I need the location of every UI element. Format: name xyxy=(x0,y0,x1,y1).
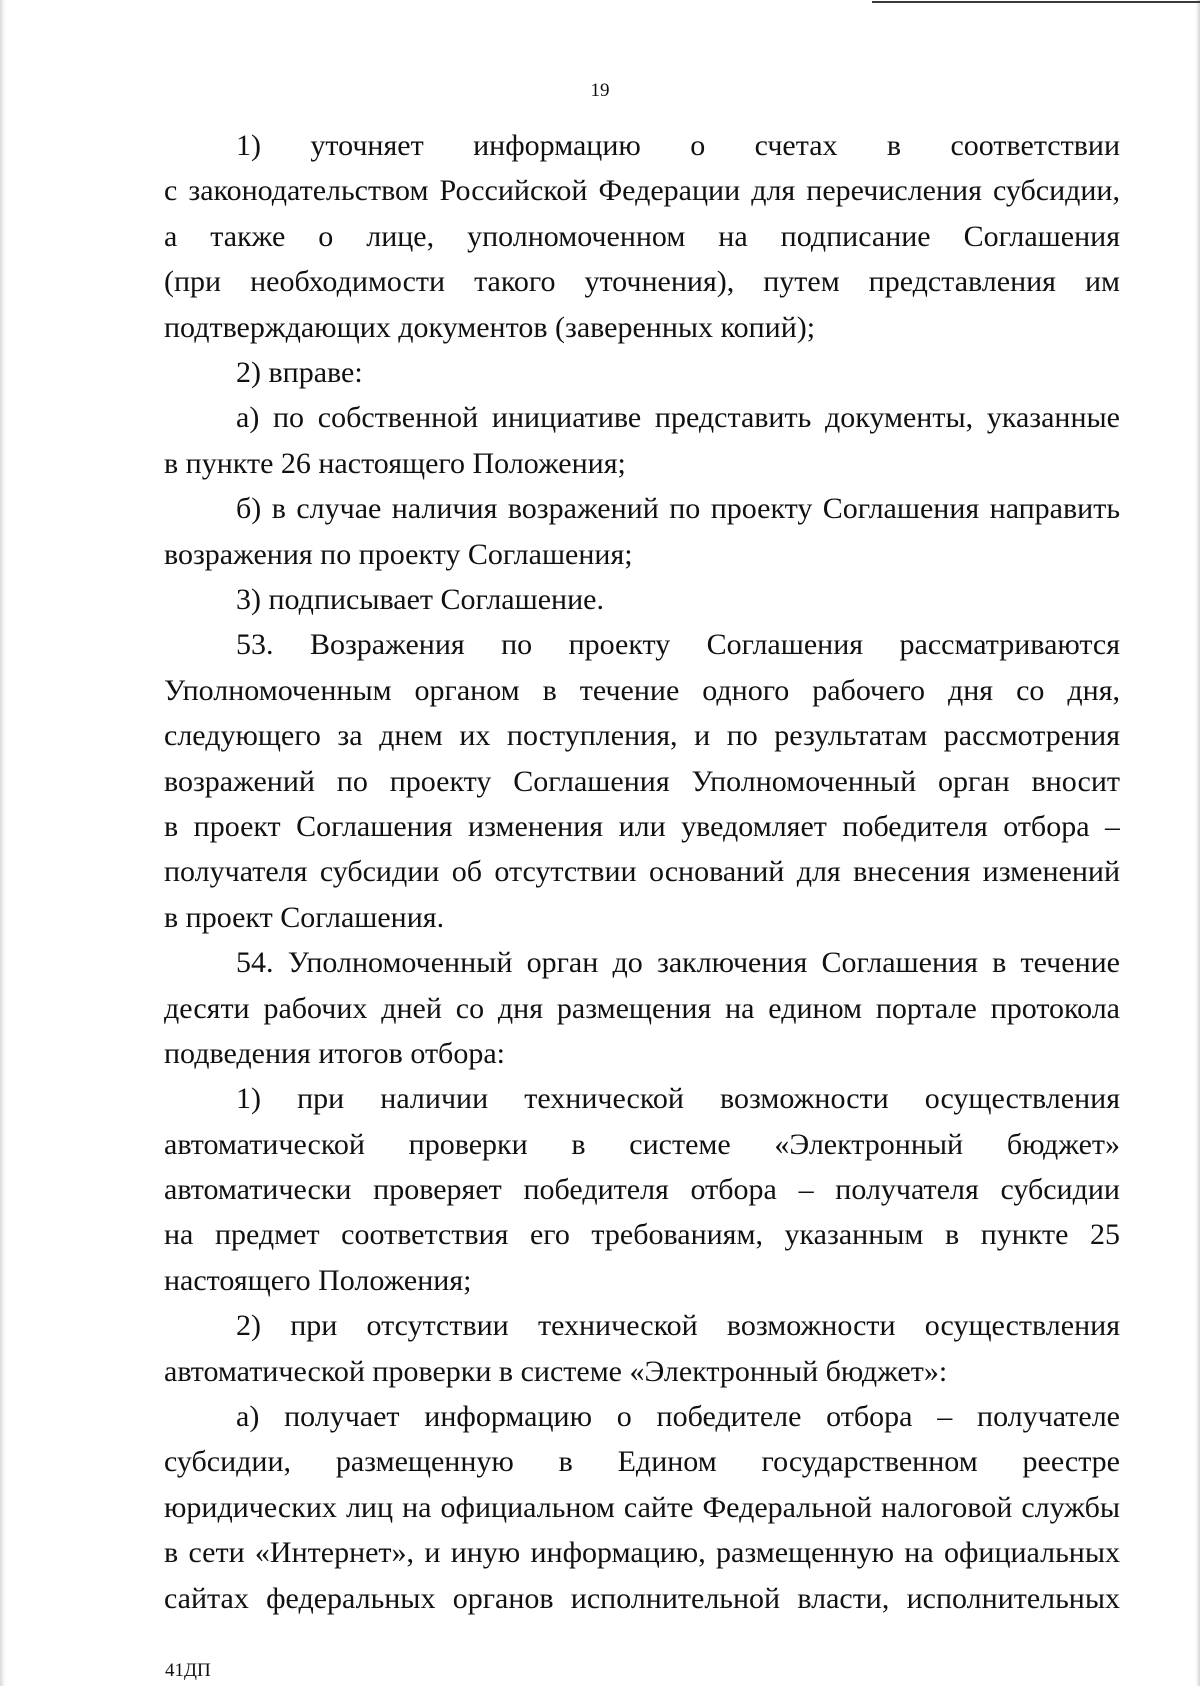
paragraph-subitem-b xyxy=(164,486,1120,577)
text-line: 2) вправе: xyxy=(236,355,363,389)
text-line: 54. Уполномоченный орган до заключения Соглашения в течение xyxy=(236,946,1120,980)
text-line: автоматически проверяет победителя отбора – получателя субсидии xyxy=(164,1173,1120,1207)
text-line: возражений по проекту Соглашения Уполномоченный орган вносит xyxy=(164,764,1120,798)
text-line: а) по собственной инициативе представить документы, указанные xyxy=(236,401,1120,435)
text-line: субсидии, размещенную в Едином государственном реестре xyxy=(164,1445,1120,1479)
text-line: автоматической проверки в системе «Электронный бюджет»: xyxy=(164,1354,948,1388)
scan-edge-right xyxy=(1195,0,1200,1686)
text-line: 1) уточняет информацию о счетах в соответствии xyxy=(236,129,1120,162)
scan-top-line xyxy=(872,1,1200,3)
text-line: в пункте 26 настоящего Положения; xyxy=(164,446,626,480)
text-line: в проект Соглашения. xyxy=(164,900,445,934)
paragraph-subitem-a xyxy=(164,395,1120,486)
text-line: а также о лице, уполномоченном на подписание Соглашения xyxy=(164,219,1120,253)
document-code: 41ДП xyxy=(165,1660,211,1681)
text-line: а) получает информацию о победителе отбора – получателе xyxy=(236,1400,1120,1434)
text-line: подтверждающих документов (заверенных копий); xyxy=(164,310,816,344)
text-line: б) в случае наличия возражений по проекту Соглашения направить xyxy=(236,492,1120,526)
paragraph-54-item-1 xyxy=(164,1076,1120,1303)
paragraph-item-3 xyxy=(164,577,1120,622)
text-line: в проект Соглашения изменения или уведомляет победителя отбора – xyxy=(164,809,1120,843)
text-line: 53. Возражения по проекту Соглашения рассматриваются xyxy=(236,628,1120,662)
text-line: в сети «Интернет», и иную информацию, размещенную на официальных xyxy=(164,1536,1120,1570)
page-number: 19 xyxy=(590,80,610,101)
paragraph-entitled xyxy=(164,350,1120,395)
scan-edge-left xyxy=(0,0,6,1686)
paragraph-item-1 xyxy=(164,123,1120,350)
text-line: возражения по проекту Соглашения; xyxy=(164,537,633,571)
text-line: на предмет соответствия его требованиям, указанным в пункте 25 xyxy=(164,1218,1120,1252)
text-line: с законодательством Российской Федерации для перечисления субсидии, xyxy=(164,174,1120,208)
text-line: следующего за днем их поступления, и по результатам рассмотрения xyxy=(164,719,1120,753)
text-line: 1) при наличии технической возможности осуществления xyxy=(236,1082,1120,1116)
paragraph-54-item-2 xyxy=(164,1303,1120,1394)
text-line: юридических лиц на официальном сайте Федеральной налоговой службы xyxy=(164,1490,1120,1524)
text-line: получателя субсидии об отсутствии оснований для внесения изменений xyxy=(164,855,1120,889)
text-line: автоматической проверки в системе «Электронный бюджет» xyxy=(164,1127,1120,1161)
paragraph-54-subitem-a xyxy=(164,1394,1120,1621)
text-line: сайтах федеральных органов исполнительной власти, исполнительных xyxy=(164,1581,1120,1615)
text-line: подведения итогов отбора: xyxy=(164,1036,505,1070)
text-line: 3) подписывает Соглашение. xyxy=(236,582,604,616)
text-line: настоящего Положения; xyxy=(164,1263,472,1297)
paragraph-clause-53 xyxy=(164,622,1120,940)
text-line: (при необходимости такого уточнения), путем представления им xyxy=(164,265,1120,299)
text-line: десяти рабочих дней со дня размещения на едином портале протокола xyxy=(164,991,1120,1025)
paragraph-clause-54 xyxy=(164,940,1120,1076)
text-line: 2) при отсутствии технической возможности осуществления xyxy=(236,1309,1120,1343)
document-body xyxy=(164,123,1120,1621)
text-line: Уполномоченным органом в течение одного рабочего дня со дня, xyxy=(164,673,1120,707)
